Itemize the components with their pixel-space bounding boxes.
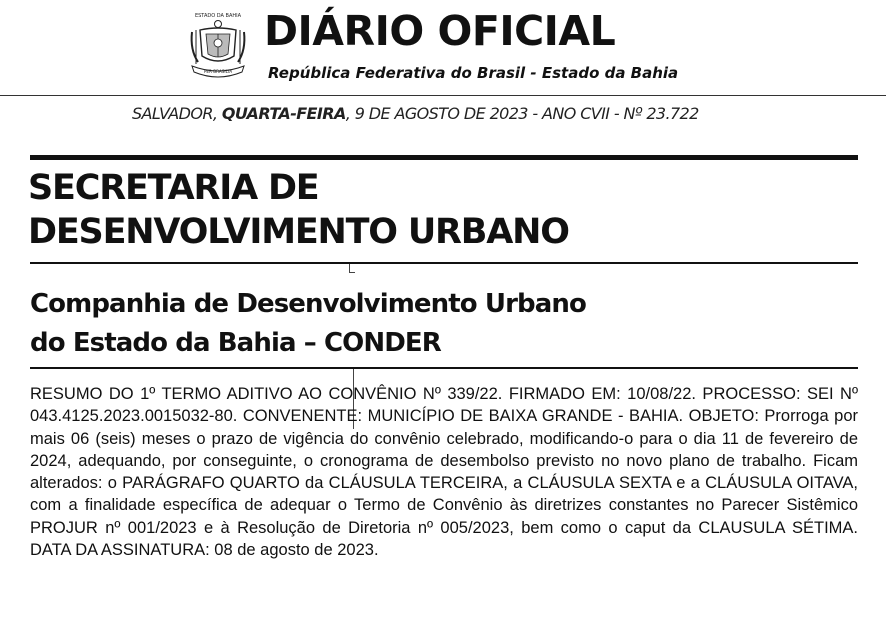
dateline-weekday: QUARTA-FEIRA (221, 104, 346, 123)
organization-bottom-rule (30, 367, 858, 369)
masthead (0, 0, 886, 96)
dateline-city: SALVADOR, (132, 104, 222, 123)
dateline-date-issue: , 9 DE AGOSTO DE 2023 - ANO CVII - Nº 23.722 (345, 104, 699, 123)
newspaper-subtitle: República Federativa do Brasil - Estado da Bahia (268, 64, 679, 82)
svg-text:ESTADO DA BAHIA: ESTADO DA BAHIA (194, 13, 242, 19)
section-heading-line-1: SECRETARIA DE (28, 168, 319, 208)
section-heading (28, 166, 569, 254)
organization-heading (30, 285, 586, 363)
crop-mark (349, 272, 355, 273)
notice-body: RESUMO DO 1º TERMO ADITIVO AO CONVÊNIO Nº 339/22. FIRMADO EM: 10/08/22. PROCESSO: SEI Nº 043.4125.2023.0015032-80. CONVENENTE: MUNICÍPIO DE BAIXA GRANDE - BAHIA. OBJETO: Prorroga por mais 06 (seis) meses o prazo de vigência do convênio celebrado, modificando-o para o dia 11 de fevereiro de 2024, adequando, por conseguinte, o cronograma de desembolso previsto no novo plano de trabalho. Ficam alterados: o PARÁGRAFO QUARTO da CLÁUSULA TERCEIRA, a CLÁUSULA SEXTA e a CLÁUSULA OITAVA, com a finalidade específica de adequar o Termo de Convênio às diretrizes constantes no Parecer Sistêmico PROJUR nº 001/2023 e à Resolução de Diretoria nº 005/2023, bem como o caput da CLAUSULA SÉTIMA. DATA DA ASSINATURA: 08 de agosto de 2023. (30, 385, 858, 560)
bahia-coat-of-arms-icon (186, 10, 250, 84)
section-heading-line-2: DESENVOLVIMENTO URBANO (28, 212, 569, 252)
section-bottom-rule (30, 262, 858, 264)
masthead-divider (0, 95, 886, 96)
organization-heading-line-1: Companhia de Desenvolvimento Urbano (30, 289, 586, 319)
section-top-rule (30, 155, 858, 160)
issue-dateline (132, 103, 699, 125)
svg-text:PER BRASILIA: PER BRASILIA (203, 69, 233, 74)
newspaper-title: DIÁRIO OFICIAL (264, 7, 616, 55)
organization-heading-line-2: do Estado da Bahia – CONDER (30, 328, 441, 358)
